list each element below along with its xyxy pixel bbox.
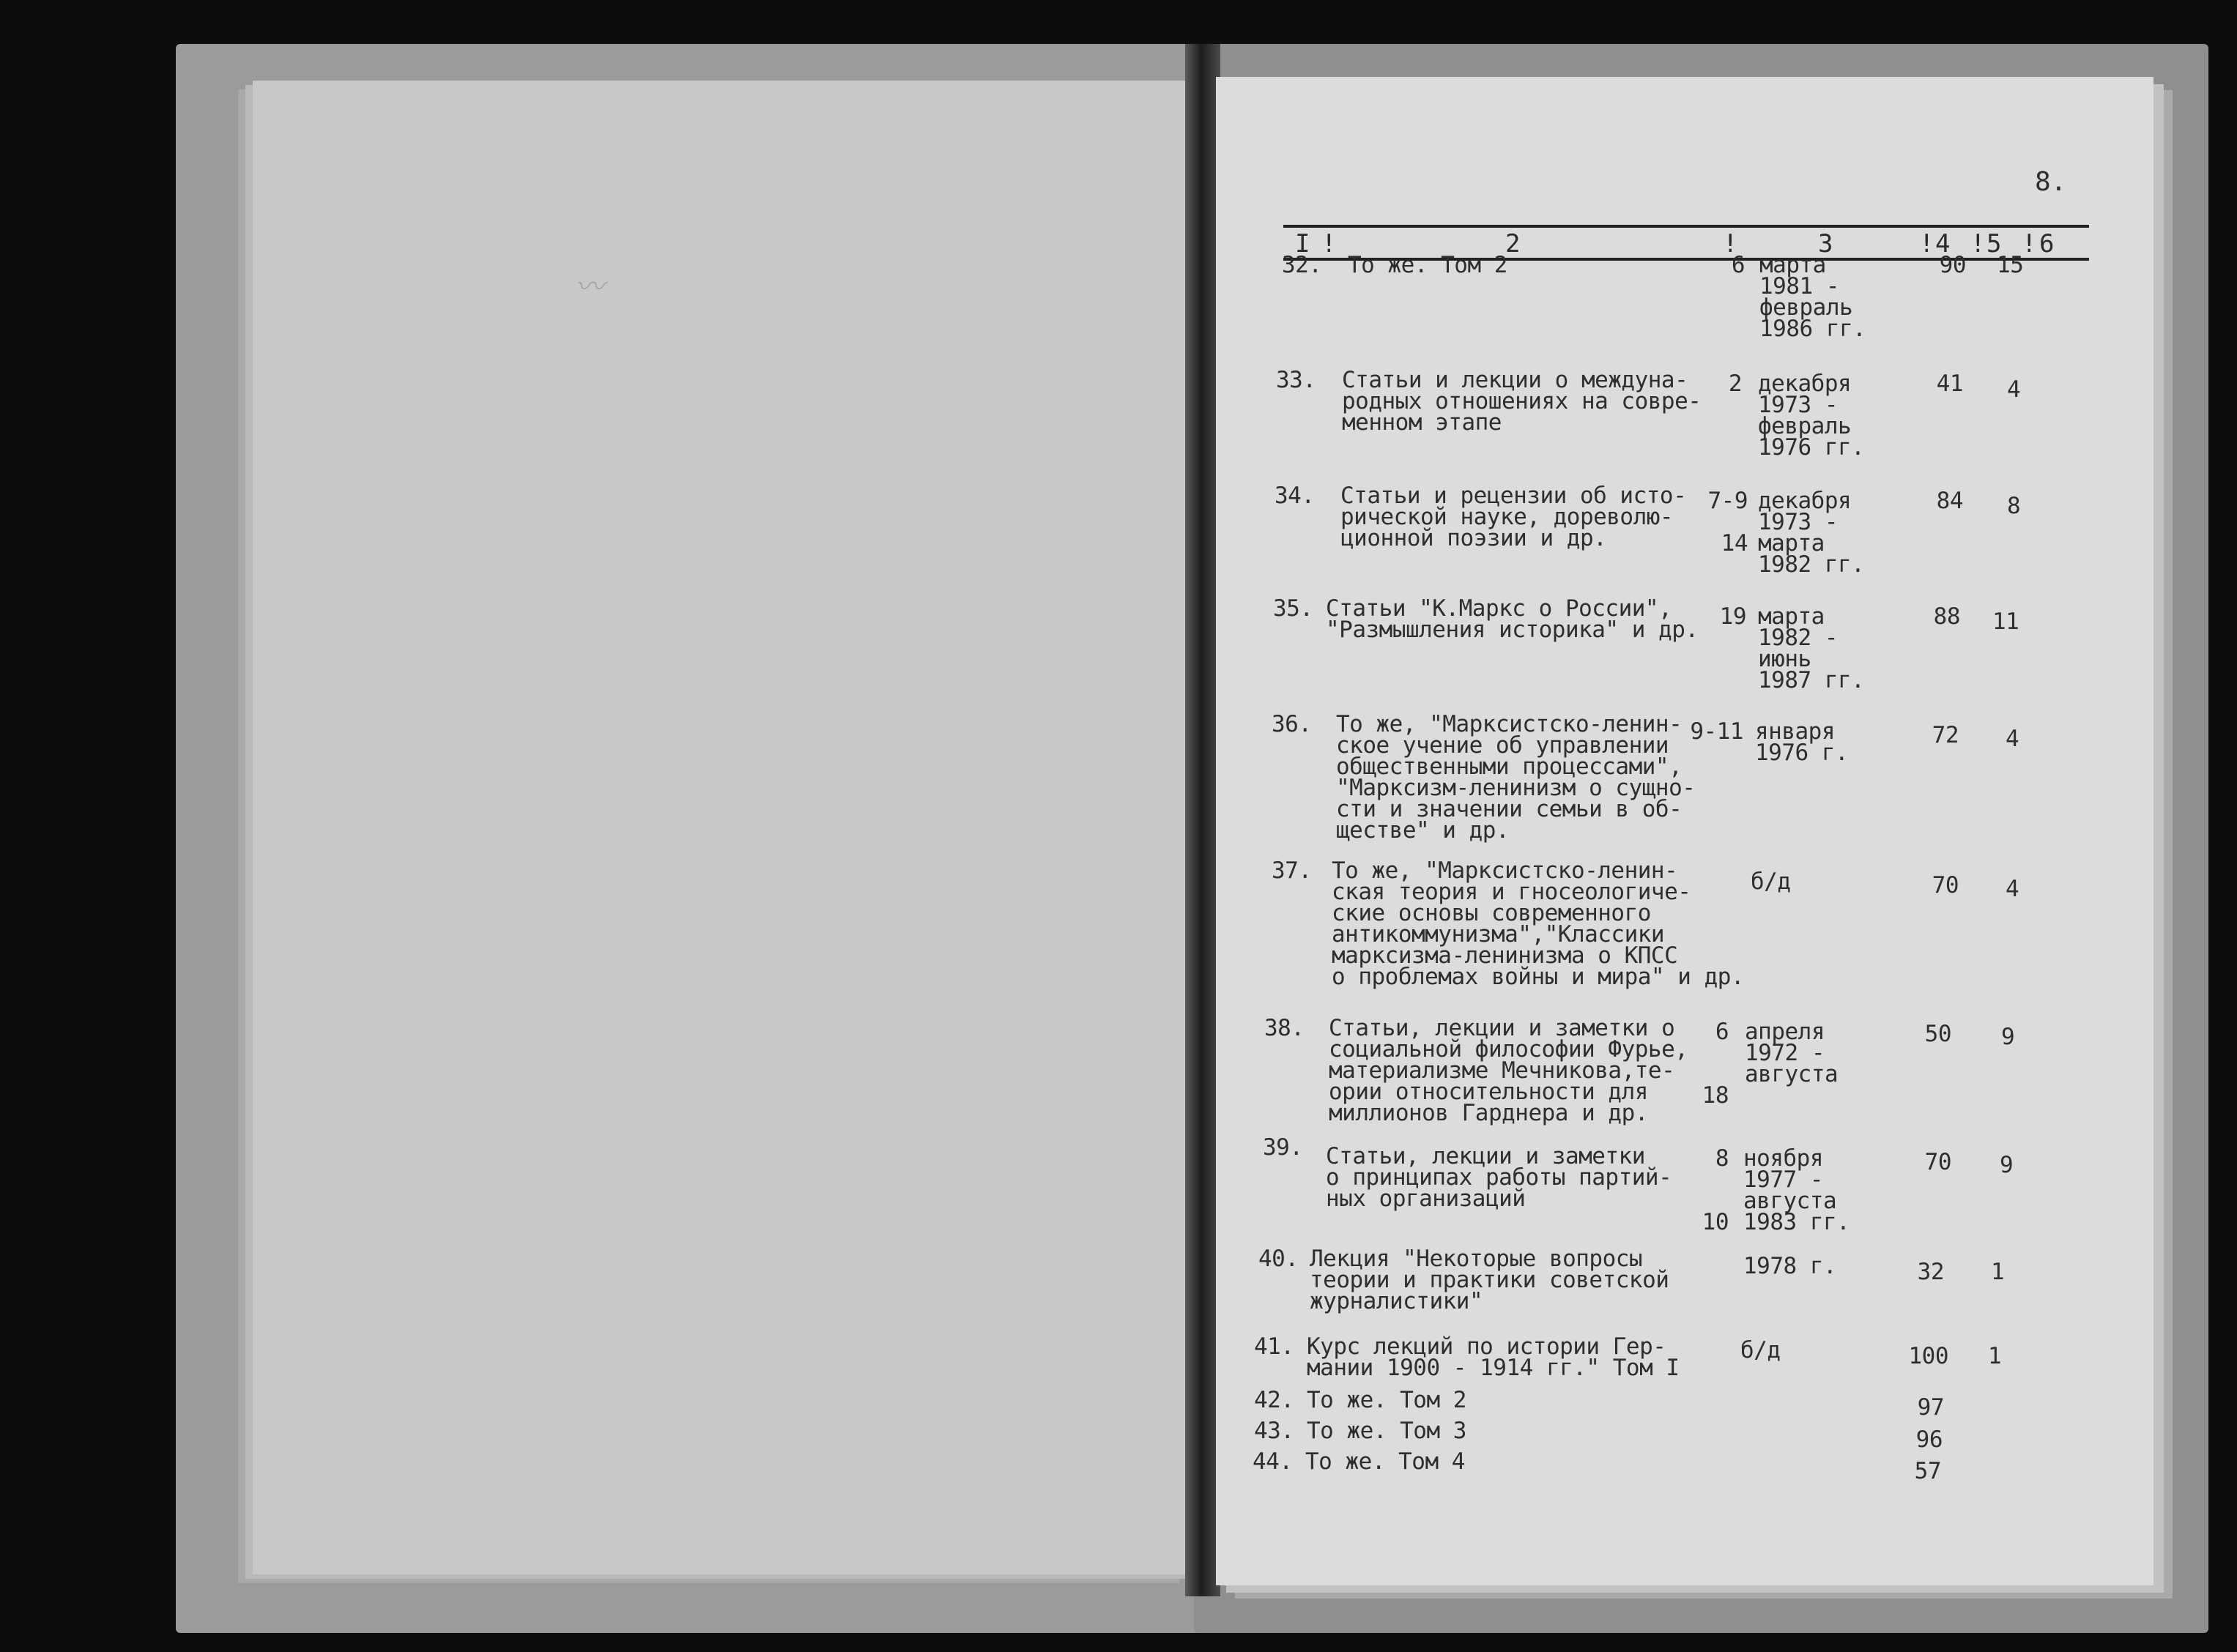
row-pages: 84 [1936,488,1963,514]
row-col5: 1 [1988,1343,2002,1369]
row-col5: 1 [1991,1259,2005,1285]
row-col5: 9 [2001,1024,2015,1050]
header-col-3: 3 [1818,229,1833,258]
left-blank-page [253,81,1194,1574]
row-pages: 100 [1908,1343,1948,1369]
row-col5: 8 [2007,493,2021,519]
row-pages: 41 [1936,371,1963,397]
row-pages: 88 [1933,603,1960,630]
row-col5: 11 [1992,609,2019,635]
row-day: 8 10 [1702,1145,1729,1235]
row-pages: 97 [1917,1394,1944,1421]
row-day: 7-9 14 [1707,488,1748,557]
row-number: 36. [1272,711,1312,737]
row-pages: 70 [1924,1149,1951,1175]
row-pages: 96 [1915,1426,1943,1453]
row-title: То же, "Марксистско-ленин- ская теория и гносеологиче- ские основы современного антикоммунизма","Классики марксизма-ленинизма о КПСС о проблемах войны и мира" и др. [1332,857,1745,990]
row-date: б/д [1740,1337,1781,1363]
book-gutter [1185,44,1220,1596]
row-date: ноября 1977 - августа 1983 гг. [1743,1145,1850,1235]
row-pages: 72 [1932,722,1959,748]
row-col5: 15 [1997,252,2024,278]
row-date: апреля 1972 - августа [1745,1019,1839,1087]
row-col5: 4 [2006,876,2019,902]
row-number: 43. [1254,1418,1294,1444]
row-title: Статьи, лекции и заметки о социальной философии Фурье, материализме Мечникова,те- ории относительности для миллионов Гарднера и др. [1329,1015,1688,1126]
row-pages: 50 [1924,1021,1951,1047]
header-separator: ! [1321,229,1337,258]
row-title: То же, "Марксистско-ленин- ское учение об управлении общественными процессами", "Марксизм-ленинизм о сущно- сти и значении семьи в об- ществе" и др. [1336,711,1696,844]
row-date: декабря 1973 - февраль 1976 гг. [1758,371,1865,461]
row-title: Курс лекций по истории Гер- мании 1900 - 1914 гг." Том I [1307,1333,1680,1381]
row-pages: 90 [1939,252,1966,278]
row-number: 40. [1258,1246,1299,1272]
row-number: 38. [1264,1015,1305,1041]
header-col-6: 6 [2039,229,2055,258]
row-date: декабря 1973 - марта 1982 гг. [1758,488,1865,578]
faint-pencil-mark: 〰 [575,270,604,304]
row-title: Статьи "К.Маркс о России", "Размышления историка" и др. [1326,595,1699,643]
row-date: 1978 г. [1743,1253,1837,1279]
row-title: Статьи, лекции и заметки о принципах работы партий- ных организаций [1326,1143,1672,1212]
row-title: Лекция "Некоторые вопросы теории и практики советской журналистики" [1310,1246,1669,1314]
row-title: То же. Том 3 [1307,1418,1466,1444]
row-day: 19 [1719,603,1746,630]
row-number: 44. [1253,1448,1293,1475]
row-day: 9-11 [1690,718,1743,745]
row-date: марта 1982 - июнь 1987 гг. [1758,603,1865,693]
header-col-1: I [1295,229,1310,258]
right-page [1216,77,2153,1585]
row-date: б/д [1751,868,1791,895]
row-pages: 57 [1914,1458,1941,1484]
row-col5: 9 [2000,1152,2014,1178]
row-col5: 4 [2006,726,2019,752]
row-day: 6 18 [1702,1019,1729,1109]
row-number: 34. [1275,483,1315,509]
row-number: 33. [1276,367,1316,393]
header-separator: ! [2022,229,2037,258]
row-title: То же. Том 2 [1307,1387,1466,1413]
row-title: Статьи и рецензии об исто- рической науке, дореволю- ционной поэзии и др. [1340,483,1687,551]
row-number: 41. [1254,1333,1294,1360]
row-date: января 1976 г. [1755,718,1849,766]
header-col-4: 4 [1935,229,1951,258]
header-separator: ! [1919,229,1934,258]
row-number: 42. [1254,1387,1294,1413]
row-title: То же. Том 2 [1348,252,1507,278]
row-pages: 32 [1917,1259,1944,1285]
row-col5: 4 [2007,376,2021,403]
page-number: 8. [2035,167,2067,197]
row-day: 2 [1728,371,1742,397]
row-number: 37. [1272,857,1312,884]
header-col-2: 2 [1505,229,1521,258]
header-col-5: 5 [1986,229,2002,258]
row-day: 6 [1731,252,1745,278]
row-number: 32. [1282,252,1322,278]
table-top-rule [1283,225,2089,228]
row-title: То же. Том 4 [1305,1448,1465,1475]
row-date: марта 1981 - февраль 1986 гг. [1759,252,1866,342]
row-title: Статьи и лекции о междуна- родных отношениях на совре- менном этапе [1342,367,1702,436]
row-pages: 70 [1932,872,1959,898]
header-separator: ! [1723,229,1738,258]
row-number: 39. [1263,1134,1303,1161]
row-number: 35. [1273,595,1313,622]
header-separator: ! [1970,229,1986,258]
